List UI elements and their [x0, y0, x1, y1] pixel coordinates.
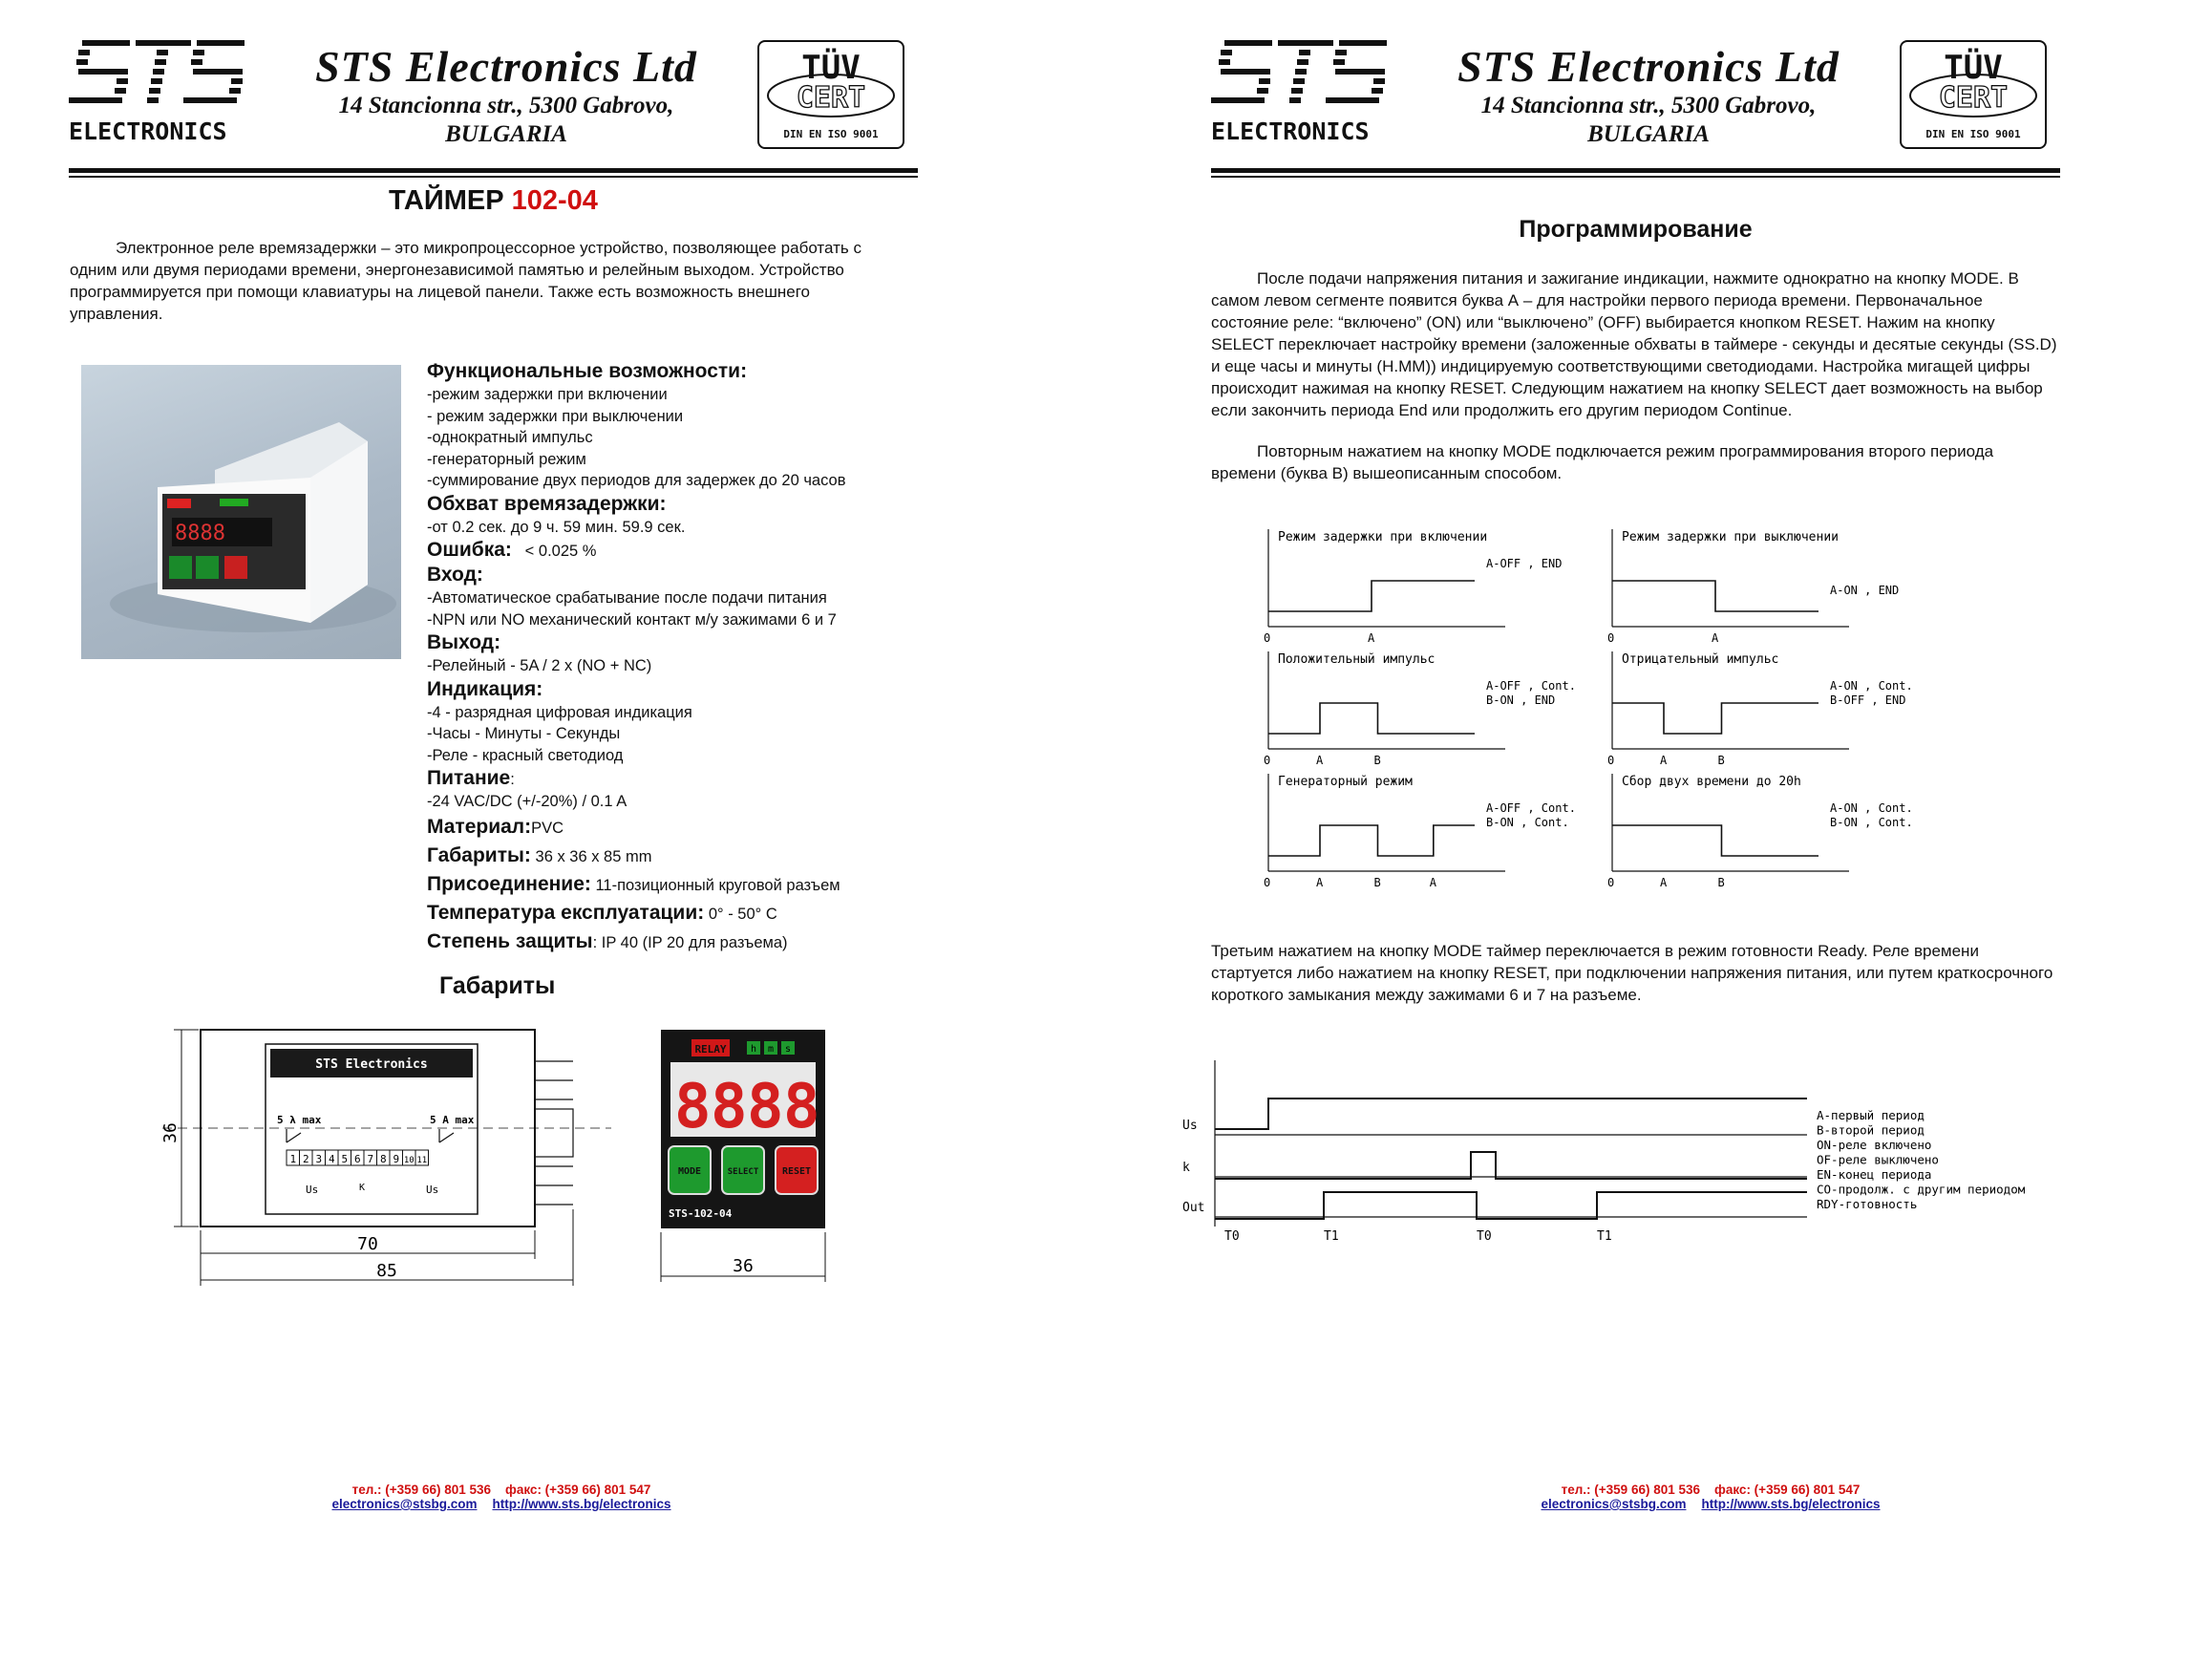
mode-diagram-tick: B — [1717, 876, 1725, 889]
mode-diagram-title: Генераторный режим — [1278, 775, 1413, 789]
pin-label: 11 — [416, 1156, 428, 1165]
mode-diagram-label: A-ON , END — [1830, 584, 1900, 597]
pin-label: 7 — [367, 1153, 374, 1165]
cert-top: TÜV — [801, 49, 861, 87]
mode-diagram-tick: A — [1660, 754, 1668, 767]
temperature-value: 0° - 50° C — [708, 905, 777, 923]
svg-text:8: 8 — [747, 1072, 784, 1142]
footer-url-link[interactable]: http://www.sts.bg/electronics — [1701, 1497, 1881, 1511]
mode-diagram-label: A-OFF , Cont. — [1486, 801, 1576, 815]
pin-label: 3 — [315, 1153, 323, 1165]
front-panel-drawing — [657, 1026, 839, 1284]
select-button-label: SELECT — [727, 1167, 759, 1177]
timing-legend-item: OF-реле выключено — [1817, 1152, 1939, 1167]
timing-legend-item: RDY-готовность — [1817, 1197, 1918, 1211]
title-prefix: ТАЙМЕР — [389, 185, 504, 216]
mode-diagram-title: Режим задержки при выключении — [1622, 530, 1839, 544]
company-address: 14 Stancionna str., 5300 Gabrovo, BULGARIA — [338, 93, 674, 147]
indication-item: -Часы - Минуты - Секунды — [427, 725, 621, 742]
tuv-cert-badge — [757, 40, 904, 149]
mode-diagram — [1264, 529, 1562, 645]
pin-label: 4 — [328, 1153, 335, 1165]
mode-waveform — [1268, 581, 1475, 611]
mode-diagram-label: A-OFF , Cont. — [1486, 679, 1576, 693]
relay-label: RELAY — [694, 1043, 727, 1056]
footer-email-link[interactable]: electronics@stsbg.com — [331, 1497, 478, 1511]
timing-legend-item: A-первый период — [1817, 1108, 1925, 1122]
company-block — [277, 42, 735, 149]
svg-text:8: 8 — [783, 1072, 820, 1142]
mode-diagram-tick: 0 — [1264, 754, 1271, 767]
footer-left — [0, 1483, 1003, 1511]
programming-paragraph-3 — [1211, 940, 2061, 1006]
programming-paragraph-1 — [1211, 267, 2061, 421]
company-name: STS Electronics Ltd — [315, 42, 697, 91]
pin-label: 6 — [353, 1153, 361, 1165]
dim-36-front: 36 — [733, 1256, 754, 1276]
mode-diagram-label: B-ON , Cont. — [1486, 816, 1569, 829]
cert-mid: CERT — [1938, 81, 2009, 115]
pin-label: 10 — [403, 1156, 415, 1165]
dim-70: 70 — [357, 1234, 378, 1254]
left-page — [0, 0, 1066, 1664]
indication-heading: Индикация: — [427, 677, 543, 700]
programming-title: Программирование — [1519, 216, 1753, 243]
max-left: 5 λ max — [277, 1114, 322, 1126]
m-led: m — [767, 1044, 775, 1055]
mode-waveform — [1268, 703, 1475, 734]
svg-text:8888: 8888 — [175, 522, 225, 545]
timing-legend-item: EN-конец периода — [1817, 1167, 1932, 1182]
right-page — [1066, 0, 2132, 1664]
terminal-pins — [287, 1150, 429, 1165]
dims-value: 36 x 36 x 85 mm — [535, 847, 652, 865]
timing-tick: T1 — [1324, 1229, 1339, 1244]
mode-diagram-label: A-ON , Cont. — [1830, 801, 1913, 815]
company-name: STS Electronics Ltd — [1457, 42, 1840, 91]
waveform-us — [1215, 1099, 1807, 1129]
connection-value: 11-позиционный круговой разъем — [595, 876, 840, 894]
p2-text: Повторным нажатием на кнопку MODE подключается режим программирования второго периода времени (буква В) вышеописанным способом. — [1211, 442, 1994, 482]
pin-label: 9 — [393, 1153, 400, 1165]
product-photo — [81, 365, 401, 659]
mode-diagram-title: Сбор двух времени до 20h — [1622, 775, 1801, 789]
pin-label: 1 — [289, 1153, 297, 1165]
mode-diagram-title: Отрицательный импульс — [1622, 652, 1779, 667]
timing-row-label: k — [1182, 1161, 1190, 1175]
material-heading: Материал: — [427, 815, 532, 838]
material-value: PVC — [531, 819, 564, 837]
mode-diagram-tick: A — [1316, 754, 1324, 767]
timing-row-label: Out — [1182, 1201, 1205, 1215]
p3-text: Третьим нажатием на кнопку MODE таймер переключается в режим готовности Ready. Реле времени стартуется либо нажатием на кнопку RESET, при подключении напряжения питания, или путем краткосрочного короткого замыкания между зажимами 6 и 7 на разъеме. — [1211, 942, 2053, 1004]
reset-button-label: RESET — [781, 1166, 812, 1177]
range-heading: Обхват времязадержки: — [427, 492, 667, 515]
mode-diagram — [1607, 774, 1913, 889]
timing-tick: T0 — [1477, 1229, 1492, 1244]
drawing-brand: STS Electronics — [315, 1057, 428, 1072]
mode-waveform — [1268, 825, 1475, 856]
intro-paragraph — [70, 237, 906, 325]
cert-top: TÜV — [1944, 49, 2003, 87]
footer-fax: факс: (+359 66) 801 547 — [505, 1483, 651, 1497]
range-value: -от 0.2 сек. до 9 ч. 59 мин. 59.9 сек. — [427, 518, 686, 536]
mode-diagram-title: Режим задержки при включении — [1278, 530, 1488, 544]
tuv-cert-badge — [1900, 40, 2047, 149]
temperature-heading: Температура експлуатации: — [427, 901, 705, 924]
sts-logo — [69, 38, 250, 149]
indication-item: -Реле - красный светодиод — [427, 746, 624, 764]
mode-waveform — [1612, 703, 1819, 734]
mode-diagram-tick: 0 — [1264, 876, 1271, 889]
footer-phone: тел.: (+359 66) 801 536 — [1561, 1483, 1701, 1497]
indication-item: -4 - разрядная цифровая индикация — [427, 703, 692, 721]
footer-fax: факс: (+359 66) 801 547 — [1714, 1483, 1861, 1497]
output-heading: Выход: — [427, 631, 501, 653]
connection-heading: Присоединение: — [427, 872, 591, 895]
timing-diagram — [1182, 1055, 2026, 1246]
feature-item: -однократный импульс — [427, 429, 593, 446]
svg-text:8: 8 — [674, 1072, 712, 1142]
timing-legend-item: CO-продолж. с другим периодом — [1817, 1182, 2026, 1197]
mode-waveform — [1612, 581, 1819, 611]
feature-item: -суммирование двух периодов для задержек до 20 часов — [427, 472, 846, 489]
waveform-k — [1215, 1152, 1807, 1179]
sts-logo — [1211, 38, 1393, 149]
page-title — [69, 185, 918, 217]
mode-diagram — [1607, 651, 1913, 767]
header-rule — [1211, 168, 2060, 173]
title-model: 102-04 — [511, 185, 598, 216]
pin-label: 8 — [379, 1153, 387, 1165]
footer-right — [1209, 1483, 2212, 1511]
mode-diagram-tick: B — [1717, 754, 1725, 767]
logo-subtitle: ELECTRONICS — [1211, 117, 1370, 145]
feature-item: -режим задержки при включении — [427, 386, 668, 403]
cert-bottom: DIN EN ISO 9001 — [783, 128, 879, 140]
protection-heading: Степень защиты — [427, 929, 593, 952]
mode-diagram-tick: 0 — [1607, 754, 1615, 767]
timing-legend-item: B-второй период — [1817, 1122, 1925, 1138]
input-item: -Автоматическое срабатывание после подачи питания — [427, 589, 827, 607]
model-label: STS-102-04 — [669, 1207, 733, 1220]
mode-diagram-tick: A — [1429, 876, 1437, 889]
mode-diagram-tick: 0 — [1607, 876, 1615, 889]
output-value: -Релейный - 5A / 2 x (NO + NC) — [427, 657, 652, 674]
mode-diagram-tick: B — [1373, 754, 1381, 767]
timing-tick: T0 — [1224, 1229, 1240, 1244]
input-item: -NPN или NO механический контакт м/у зажимами 6 и 7 — [427, 610, 837, 629]
cert-bottom: DIN EN ISO 9001 — [1925, 128, 2021, 140]
mode-diagram-tick: A — [1712, 631, 1719, 645]
input-heading: Вход: — [427, 564, 483, 586]
company-block — [1419, 42, 1878, 149]
cert-mid: CERT — [796, 81, 866, 115]
pin-label: 2 — [302, 1153, 309, 1165]
footer-email-link[interactable]: electronics@stsbg.com — [1541, 1497, 1687, 1511]
mode-diagram-label: B-OFF , END — [1830, 693, 1906, 707]
mode-diagram-tick: A — [1368, 631, 1375, 645]
mode-diagram-label: B-ON , END — [1486, 693, 1556, 707]
features-list: Функциональные возможности: -режим задержки при включении - режим задержки при выключении -однократный импульс -генераторный режим -суммирование двух периодов для задержек до 20 часов Обхват времязадержки: -от 0.2 сек. до 9 ч. 59 мин. 59.9 сек. Ошибка: < 0.025 % Вход: -Автоматическое срабатывание после подачи питания -NPN или NO механический контакт м/у зажимами 6 и 7 Выход: -Релейный - 5A / 2 x (NO + NC) Индикация: -4 - разрядная цифровая индикация -Часы - Минуты - Секунды -Реле - красный светодиод Питание: -24 VAC/DC (+/-20%) / 0.1 A Материал:PVC Габариты: 36 x 36 x 85 mm Присоединение: 11-позиционный круговой разъем Температура експлуатации: 0° - 50° C Степень защиты: IP 40 (IP 20 для разъема) — [427, 359, 904, 954]
feature-item: -генераторный режим — [427, 450, 586, 468]
dims-heading: Габариты: — [427, 843, 531, 866]
mode-diagrams — [1266, 522, 1992, 904]
footer-phone: тел.: (+359 66) 801 536 — [351, 1483, 492, 1497]
dim-36-side: 36 — [160, 1122, 181, 1143]
header-rule-thin — [69, 176, 918, 178]
waveform-out — [1215, 1192, 1807, 1219]
h-led: h — [750, 1044, 757, 1055]
timing-legend-item: ON-реле включено — [1817, 1138, 1932, 1152]
timing-row-label: Us — [1182, 1119, 1198, 1133]
s-led: s — [784, 1044, 792, 1055]
mode-button-label: MODE — [677, 1166, 702, 1177]
mode-diagram — [1264, 774, 1576, 889]
power-heading: Питание — [427, 767, 511, 789]
mode-diagram-title: Положительный импульс — [1278, 652, 1436, 667]
feature-item: - режим задержки при выключении — [427, 407, 684, 425]
dim-85: 85 — [376, 1261, 397, 1281]
mode-diagram-label: B-ON , Cont. — [1830, 816, 1913, 829]
svg-text:8: 8 — [711, 1072, 748, 1142]
dimensions-title: Габариты — [439, 972, 556, 999]
mode-diagram — [1607, 529, 1899, 645]
error-value: < 0.025 % — [524, 543, 597, 560]
mode-diagram-tick: A — [1660, 876, 1668, 889]
mode-diagram — [1264, 651, 1576, 767]
mode-diagram-tick: B — [1373, 876, 1381, 889]
power-value: -24 VAC/DC (+/-20%) / 0.1 A — [427, 793, 627, 810]
timing-tick: T1 — [1597, 1229, 1612, 1244]
mode-diagram-tick: 0 — [1607, 631, 1615, 645]
header-rule — [69, 168, 918, 173]
mode-diagram-label: A-ON , Cont. — [1830, 679, 1913, 693]
us-right: Us — [426, 1184, 439, 1196]
us-left: Us — [306, 1184, 319, 1196]
pin-label: 5 — [341, 1153, 349, 1165]
mode-diagram-label: A-OFF , END — [1486, 557, 1563, 570]
footer-url-link[interactable]: http://www.sts.bg/electronics — [492, 1497, 671, 1511]
error-heading: Ошибка: — [427, 539, 512, 561]
protection-value: IP 40 (IP 20 для разъема) — [601, 933, 788, 951]
mode-diagram-tick: A — [1316, 876, 1324, 889]
features-heading: Функциональные возможности: — [427, 360, 748, 382]
max-right: 5 A max — [430, 1114, 475, 1126]
p1-text: После подачи напряжения питания и зажигание индикации, нажмите однократно на кнопку MODE. В самом левом сегменте появится буква А – для настройки первого периода времени. Первоначальное состояние реле: “включено” (ON) или “выключено” (OFF) выбирается кнопком RESET. Нажим на кнопку SELECT переключает настройку времени (заложенные обхваты в таймере - секунды и десятые секунды (SS.D) и еще часы и минуты (H.MM)) индицируемую соответствующими светодиодами. Настройка мигащей цифры происходит нажимая на кнопку RESET. Следующим нажатием на кнопку SELECT дает возможность на выбор если закончить периода End или продолжить его другим периодом Continue. — [1211, 269, 2057, 419]
logo-subtitle: ELECTRONICS — [69, 117, 227, 145]
intro-text: Электронное реле времязадержки – это микропроцессорное устройство, позволяющее работать с одним или двумя периодами времени, энергонезависимой памятью и релейным выходом. Устройство программируется при помощи клавиатуры на лицевой панели. Также есть возможность внешнего управления. — [70, 239, 861, 323]
side-dimension-drawing — [153, 1018, 630, 1295]
company-address: 14 Stancionna str., 5300 Gabrovo, BULGARIA — [1480, 93, 1817, 147]
k-label: K — [359, 1183, 366, 1193]
header-rule-thin — [1211, 176, 2060, 178]
mode-diagram-tick: 0 — [1264, 631, 1271, 645]
programming-paragraph-2 — [1211, 440, 2061, 484]
mode-waveform — [1612, 825, 1819, 856]
